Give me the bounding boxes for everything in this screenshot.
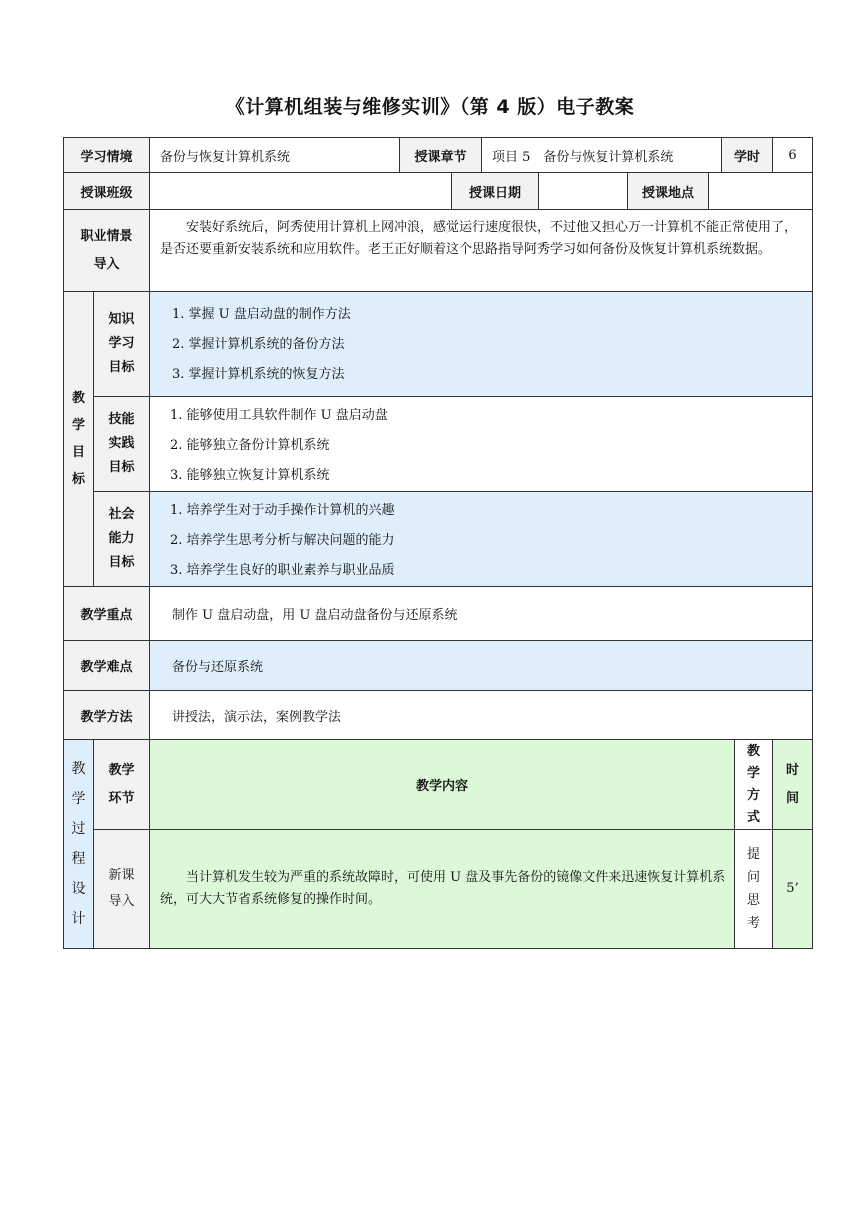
list-item: 2. 培养学生思考分析与解决问题的能力 xyxy=(170,533,395,548)
process-char: 计 xyxy=(71,911,86,927)
header-mode-char: 学 xyxy=(746,765,760,781)
label-teaching-goals xyxy=(63,291,94,587)
new-lesson-mode xyxy=(734,829,773,949)
document-title: 《计算机组装与维修实训》（第 4 版）电子教案 xyxy=(225,96,635,118)
goals-char: 目 xyxy=(71,445,85,460)
mode-char: 思 xyxy=(746,893,760,908)
label-career-intro-line1: 职业情景 xyxy=(80,228,133,244)
label-difficulty: 教学难点 xyxy=(63,640,150,691)
method-text: 讲授法，演示法，案例教学法 xyxy=(149,690,813,740)
key-point-text: 制作 U 盘启动盘，用 U 盘启动盘备份与还原系统 xyxy=(149,586,813,641)
step-new-lesson xyxy=(93,829,150,949)
header-teaching-content: 教学内容 xyxy=(149,739,735,830)
knowledge-goals-list xyxy=(149,291,813,397)
label-class: 授课班级 xyxy=(63,172,150,210)
skill-label-line: 目标 xyxy=(108,460,135,475)
header-mode-char: 教 xyxy=(746,743,760,759)
header-mode-char: 式 xyxy=(746,809,760,825)
process-char: 过 xyxy=(71,821,86,837)
process-char: 学 xyxy=(71,791,86,807)
list-item: 1. 掌握 U 盘启动盘的制作方法 xyxy=(172,307,351,322)
process-char: 程 xyxy=(71,851,86,867)
new-lesson-content xyxy=(149,829,735,949)
step-line: 导入 xyxy=(108,894,135,909)
new-lesson-paragraph: 当计算机发生较为严重的系统故障时，可使用 U 盘及事先备份的镜像文件来迅速恢复计算机系统，可大大节省系统修复的操作时间。 xyxy=(160,870,726,907)
header-time-char: 时 xyxy=(785,762,799,778)
label-place: 授课地点 xyxy=(627,172,709,210)
goals-char: 教 xyxy=(71,391,85,406)
list-item: 3. 培养学生良好的职业素养与职业品质 xyxy=(170,563,395,578)
new-lesson-time: 5’ xyxy=(772,829,813,949)
mode-char: 提 xyxy=(746,847,760,862)
process-char: 教 xyxy=(71,761,86,777)
chapter-value: 项目 5 备份与恢复计算机系统 xyxy=(481,137,722,173)
list-item: 3. 能够独立恢复计算机系统 xyxy=(170,468,330,483)
header-time xyxy=(772,739,813,830)
header-step-line: 教学 xyxy=(108,762,135,778)
label-career-intro xyxy=(63,209,150,292)
label-date: 授课日期 xyxy=(451,172,539,210)
label-knowledge-goals xyxy=(93,291,150,397)
list-item: 1. 培养学生对于动手操作计算机的兴趣 xyxy=(170,503,395,518)
step-line: 新课 xyxy=(108,868,135,883)
list-item: 2. 能够独立备份计算机系统 xyxy=(170,438,330,453)
header-mode-char: 方 xyxy=(746,787,760,803)
label-chapter: 授课章节 xyxy=(399,137,482,173)
list-item: 3. 掌握计算机系统的恢复方法 xyxy=(172,367,345,382)
class-value xyxy=(149,172,452,210)
hours-value: 6 xyxy=(772,137,813,173)
label-key-point: 教学重点 xyxy=(63,586,150,641)
knowledge-label-line: 知识 xyxy=(108,312,135,327)
label-hours: 学时 xyxy=(721,137,773,173)
goals-char: 学 xyxy=(71,418,85,433)
list-item: 1. 能够使用工具软件制作 U 盘启动盘 xyxy=(170,408,388,423)
career-intro-text xyxy=(149,209,813,292)
label-learning-situation: 学习情境 xyxy=(63,137,150,173)
date-value xyxy=(538,172,628,210)
social-label-line: 能力 xyxy=(108,531,135,546)
skill-label-line: 技能 xyxy=(108,412,135,427)
label-method: 教学方法 xyxy=(63,690,150,740)
goals-char: 标 xyxy=(71,472,85,487)
place-value xyxy=(708,172,813,210)
header-step-line: 环节 xyxy=(108,790,135,806)
header-teaching-step xyxy=(93,739,150,830)
knowledge-label-line: 目标 xyxy=(108,360,135,375)
header-teaching-mode xyxy=(734,739,773,830)
skill-label-line: 实践 xyxy=(108,436,135,451)
label-career-intro-line2: 导入 xyxy=(93,256,120,272)
list-item: 2. 掌握计算机系统的备份方法 xyxy=(172,337,345,352)
label-skill-goals xyxy=(93,396,150,492)
header-time-char: 间 xyxy=(785,790,799,806)
skill-goals-list xyxy=(149,396,813,492)
mode-char: 问 xyxy=(746,870,760,885)
mode-char: 考 xyxy=(746,916,760,931)
knowledge-label-line: 学习 xyxy=(108,336,135,351)
social-goals-list xyxy=(149,491,813,587)
social-label-line: 目标 xyxy=(108,555,135,570)
label-process-design xyxy=(63,739,94,949)
learning-situation-value: 备份与恢复计算机系统 xyxy=(149,137,400,173)
label-social-goals xyxy=(93,491,150,587)
difficulty-text: 备份与还原系统 xyxy=(149,640,813,691)
career-intro-paragraph: 安装好系统后，阿秀使用计算机上网冲浪，感觉运行速度很快，不过他又担心万一计算机不能正常使用了，是否还要重新安装系统和应用软件。老王正好顺着这个思路指导阿秀学习如何备份及恢复计算机系统数据。 xyxy=(160,220,798,257)
process-char: 设 xyxy=(71,881,86,897)
social-label-line: 社会 xyxy=(108,507,135,522)
